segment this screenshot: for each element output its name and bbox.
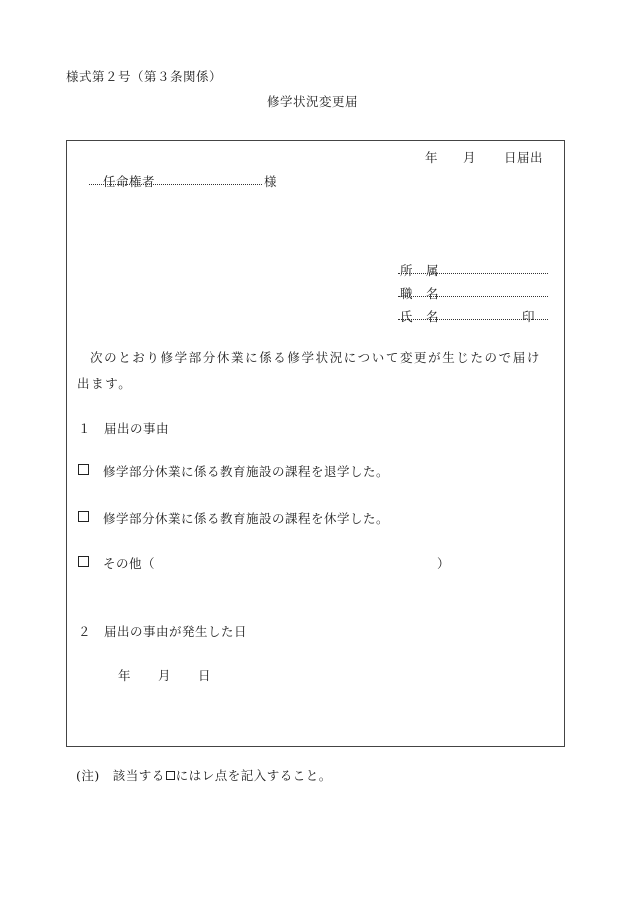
checkbox-symbol-icon <box>166 771 175 780</box>
form-number: 様式第２号（第３条関係） <box>66 69 223 84</box>
addressee-dotted-line[interactable] <box>89 184 262 185</box>
affiliation-label: 所 属 <box>400 263 440 278</box>
checkbox-leave[interactable] <box>78 511 89 522</box>
option-other: その他（ <box>103 556 156 571</box>
form-box <box>66 140 565 747</box>
position-field[interactable] <box>398 296 548 297</box>
date-month-label: 月 <box>463 150 477 165</box>
option-other-close: ） <box>437 556 451 571</box>
name-label: 氏 名 <box>400 309 440 324</box>
checkbox-other[interactable] <box>78 556 89 567</box>
section1-heading: １ 届出の事由 <box>78 421 170 436</box>
occurrence-month-label: 月 <box>158 668 172 683</box>
addressee-honorific: 様 <box>264 174 278 189</box>
affiliation-field[interactable] <box>398 273 548 274</box>
footnote <box>76 766 332 784</box>
seal-label: 印 <box>522 309 536 324</box>
option-leave: 修学部分休業に係る教育施設の課程を休学した。 <box>103 511 390 526</box>
option-withdrawal: 修学部分休業に係る教育施設の課程を退学した。 <box>103 464 390 479</box>
name-field[interactable] <box>398 319 548 320</box>
occurrence-day-label: 日 <box>198 668 212 683</box>
date-year-label: 年 <box>425 150 439 165</box>
checkbox-withdrawal[interactable] <box>78 464 89 475</box>
occurrence-year-label: 年 <box>118 668 132 683</box>
addressee-name: 任命権者 <box>103 174 156 189</box>
body-text: 次のとおり修学部分休業に係る修学状況について変更が生じたので届け出ます。 <box>77 350 541 391</box>
position-label: 職 名 <box>400 286 440 301</box>
date-submit-label: 日届出 <box>504 150 544 165</box>
footnote-prefix: (注) 該当する <box>76 768 165 783</box>
other-reason-field[interactable] <box>160 552 435 570</box>
section2-heading: ２ 届出の事由が発生した日 <box>78 624 248 639</box>
footnote-suffix: にはレ点を記入すること。 <box>175 768 332 783</box>
page-title: 修学状況変更届 <box>267 94 359 109</box>
